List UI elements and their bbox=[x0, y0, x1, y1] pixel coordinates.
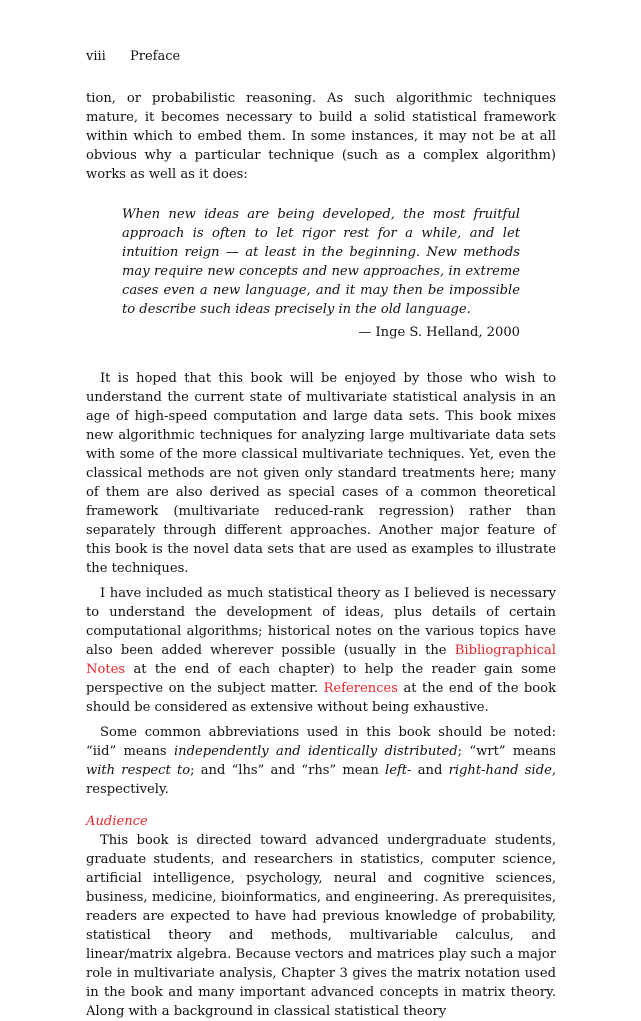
paragraph-book-purpose: It is hoped that this book will be enjoyed by those who wish to understand the current state of multivariate statistical analysis in an age of high-speed computation and large data sets. This book mixes new algorithmic techniques for analyzing large multivariate data sets with some of the more classical multivariate techniques. Yet, even the classical methods are not given only standard treatments here; many of them are also derived as special cases of a common theoretical framework (multivariate reduced-rank regression) rather than separately through different approaches. Another major feature of this book is the novel data sets that are used as examples to illustrate the techniques. bbox=[86, 371, 556, 576]
paragraph-text: at the end of each chapter) to help the reader gain some perspective on the subject matter. bbox=[86, 662, 556, 696]
paragraph-text: , respectively. bbox=[86, 763, 556, 797]
paragraph-abbreviations bbox=[86, 723, 556, 799]
paragraph-text: ; and “lhs” and “rhs” mean bbox=[190, 763, 386, 778]
quote-attribution: — Inge S. Helland, 2000 bbox=[358, 325, 520, 340]
emphasis-text: independently and identically distributed bbox=[173, 744, 458, 759]
emphasis-text: left- bbox=[385, 763, 412, 778]
paragraph-theory bbox=[86, 584, 556, 717]
paragraph-text: and bbox=[411, 763, 449, 778]
paragraph-audience: This book is directed toward advanced undergraduate students, graduate students, and researchers in statistics, computer science, artificial intelligence, psychology, neural and cognitive sciences, business, medicine, bioinformatics, and engineering. As prerequisites, readers are expected to have had previous knowledge of probability, statistical theory and methods, multivariable calculus, and linear/matrix algebra. Because vectors and matrices play such a major role in multivariate analysis, Chapter 3 gives the matrix notation used in the book and many important advanced concepts in matrix theory. Along with a background in classical statistical theory bbox=[86, 833, 556, 1019]
section-heading-audience: Audience bbox=[86, 814, 148, 829]
paragraph-text: Some common abbreviations used in this book should be noted: “iid” means bbox=[86, 725, 556, 759]
running-head bbox=[86, 48, 556, 66]
emphasis-text: right-hand side bbox=[448, 763, 552, 778]
paragraph-text: ; “wrt” means bbox=[457, 744, 557, 759]
emphasis-text: with respect to bbox=[86, 763, 191, 778]
page-number: viii bbox=[86, 49, 106, 64]
epigraph-quote: When new ideas are being developed, the most fruitful approach is often to let rigor rest for a while, and let intuition reign — at least in the beginning. New methods may require new concepts and new approaches, in extreme cases even a new language, and it may then be impossible to describe such ideas precisely in the old language. bbox=[122, 207, 520, 317]
paragraph-text: I have included as much statistical theory as I believed is necessary to understand the development of ideas, plus details of certain computational algorithms; historical notes on the various topics have also been added wherever possible (usually in the bbox=[86, 586, 556, 658]
paragraph-continuation: tion, or probabilistic reasoning. As such algorithmic techniques mature, it becomes necessary to build a solid statistical framework within which to embed them. In some instances, it may not be at all obvious why a particular technique (such as a complex algorithm) works as well as it does: bbox=[86, 91, 556, 182]
page bbox=[86, 48, 556, 1021]
paragraph-text: at the end of the book should be considered as extensive without being exhaustive. bbox=[86, 681, 556, 715]
running-title: Preface bbox=[130, 49, 181, 64]
bibliographical-notes-link[interactable]: Bibliographical Notes bbox=[86, 643, 556, 677]
references-link[interactable]: References bbox=[323, 681, 399, 696]
